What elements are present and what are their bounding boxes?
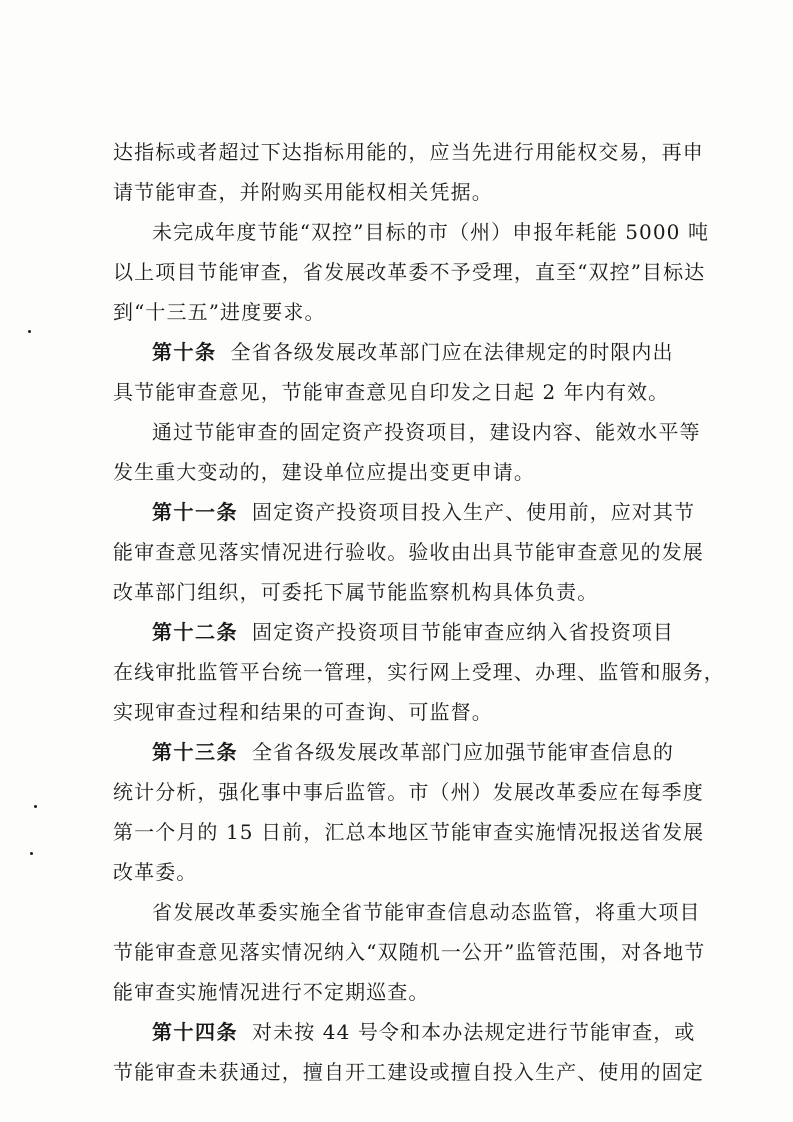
article-heading: 第十条: [152, 340, 217, 364]
scan-speck: [30, 852, 33, 855]
text-line: 未完成年度节能“双控”目标的市（州）申报年耗能 5000 吨: [152, 220, 710, 244]
text-line: 对未按 44 号令和本办法规定进行节能审查，或: [252, 1020, 696, 1044]
text-line: 发生重大变动的，建设单位应提出变更申请。: [113, 460, 535, 484]
text-line: 全省各级发展改革部门应在法律规定的时限内出: [230, 340, 674, 364]
text-line: 统计分析，强化事中事后监管。市（州）发展改革委应在每季度: [113, 780, 704, 804]
scan-speck: [28, 330, 31, 333]
text-line: 能审查实施情况进行不定期巡查。: [113, 980, 430, 1004]
article-heading: 第十二条: [152, 620, 238, 644]
text-line: 达指标或者超过下达指标用能的，应当先进行用能权交易，再申: [113, 140, 704, 164]
scan-speck: [34, 805, 37, 808]
text-line: 到“十三五”进度要求。: [113, 300, 326, 324]
text-line: 节能审查未获通过，擅自开工建设或擅自投入生产、使用的固定: [113, 1060, 704, 1084]
text-line: 固定资产投资项目节能审查应纳入省投资项目: [252, 620, 674, 644]
text-line: 节能审查意见落实情况纳入“双随机一公开”监管范围，对各地节: [113, 940, 706, 964]
text-line: 在线审批监管平台统一管理，实行网上受理、办理、监管和服务，: [113, 660, 725, 684]
article-first-line: [152, 332, 674, 372]
text-line: 通过节能审查的固定资产投资项目，建设内容、能效水平等: [152, 420, 701, 444]
article-heading: 第十三条: [152, 740, 238, 764]
text-line: 请节能审查，并附购买用能权相关凭据。: [113, 180, 493, 204]
text-line: 改革委。: [113, 860, 198, 884]
article-first-line: [152, 492, 695, 532]
text-line: 第一个月的 15 日前，汇总本地区节能审查实施情况报送省发展: [113, 820, 705, 844]
text-line: 固定资产投资项目投入生产、使用前，应对其节: [252, 500, 696, 524]
text-line: 全省各级发展改革部门应加强节能审查信息的: [252, 740, 674, 764]
text-line: 省发展改革委实施全省节能审查信息动态监管，将重大项目: [152, 900, 701, 924]
text-line: 以上项目节能审查，省发展改革委不予受理，直至“双控”目标达: [113, 260, 706, 284]
article-heading: 第十四条: [152, 1020, 238, 1044]
text-line: 具节能审查意见，节能审查意见自印发之日起 2 年内有效。: [113, 380, 670, 404]
article-first-line: [152, 1012, 695, 1052]
article-first-line: [152, 612, 674, 652]
text-line: 改革部门组织，可委托下属节能监察机构具体负责。: [113, 580, 599, 604]
text-line: 能审查意见落实情况进行验收。验收由出具节能审查意见的发展: [113, 540, 704, 564]
article-heading: 第十一条: [152, 500, 238, 524]
article-first-line: [152, 732, 674, 772]
text-line: 实现审查过程和结果的可查询、可监督。: [113, 700, 493, 724]
